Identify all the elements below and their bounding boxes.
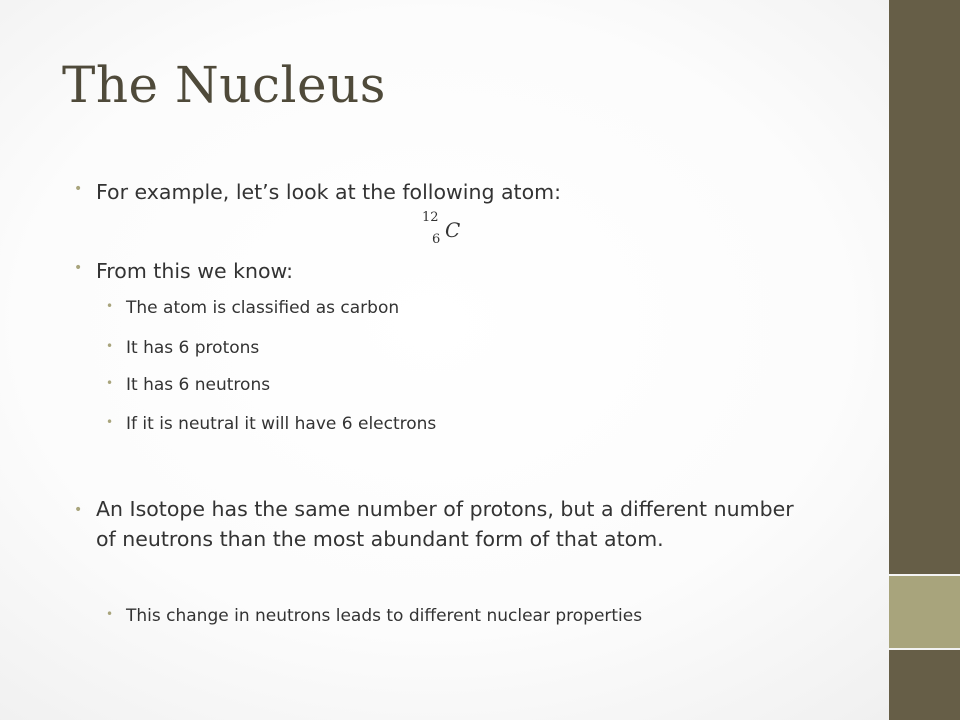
slide-title: The Nucleus	[62, 56, 386, 114]
sub-bullet-protons	[106, 338, 260, 358]
atomic-number: 6	[432, 232, 441, 247]
isotope-notation	[420, 208, 480, 247]
sub-bullet-nuclear-properties	[106, 606, 643, 626]
sidebar-block-bottom	[889, 650, 960, 720]
mass-number: 12	[422, 210, 439, 225]
bullet-we-know	[74, 259, 294, 283]
bullet-marker-icon: •	[74, 181, 83, 197]
bullet-marker-icon: •	[106, 299, 114, 313]
bullet-text: An Isotope has the same number of protons, but a different number of neutrons than the most abundant form of that atom.	[96, 497, 794, 551]
sub-bullet-text: The atom is classified as carbon	[126, 298, 400, 318]
sub-bullet-neutrons	[106, 375, 271, 395]
sidebar-block-top	[889, 0, 960, 574]
sub-bullet-text: If it is neutral it will have 6 electrons	[126, 414, 437, 434]
bullet-marker-icon: •	[106, 415, 114, 429]
sub-bullet-carbon	[106, 298, 400, 318]
bullet-text: From this we know:	[96, 259, 294, 283]
sub-bullet-text: This change in neutrons leads to different nuclear properties	[126, 606, 643, 626]
bullet-text: For example, let’s look at the following atom:	[96, 180, 562, 204]
bullet-example	[74, 180, 562, 204]
sub-bullet-text: It has 6 protons	[126, 338, 260, 358]
bullet-isotope	[74, 494, 816, 554]
bullet-marker-icon: •	[106, 339, 114, 353]
bullet-marker-icon: •	[106, 607, 114, 621]
element-symbol: C	[445, 218, 461, 242]
decorative-sidebar	[889, 0, 960, 720]
bullet-marker-icon: •	[106, 376, 114, 390]
bullet-marker-icon: •	[74, 502, 83, 518]
sub-bullet-electrons	[106, 414, 437, 434]
sidebar-block-middle	[889, 576, 960, 648]
sub-bullet-text: It has 6 neutrons	[126, 375, 271, 395]
bullet-marker-icon: •	[74, 260, 83, 276]
